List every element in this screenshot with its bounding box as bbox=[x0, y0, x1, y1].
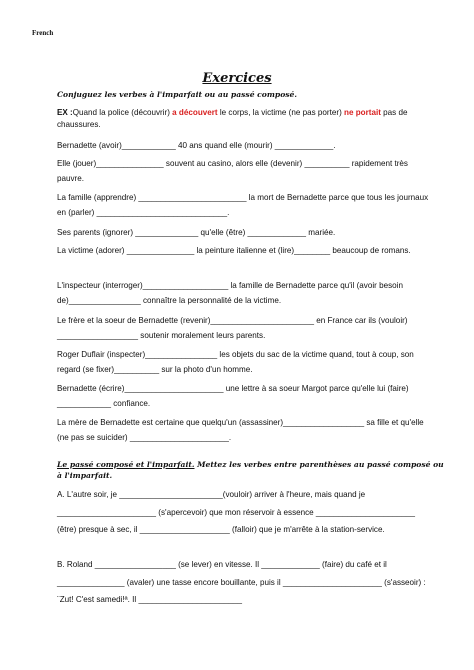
exercise-1-item: Le frère et la soeur de Bernadette (revenir)_______________________ en France car ils (vouloir) __________________ soutenir moralement leurs parents. bbox=[57, 316, 408, 340]
exercise-1-item: La victime (adorer) _______________ la peinture italienne et (lire)________ beaucoup de romans. bbox=[57, 246, 411, 255]
example-answer-2: ne portait bbox=[344, 108, 381, 117]
instruction-1: Conjuguez les verbes à l'imparfait ou au passé composé. bbox=[57, 90, 298, 99]
exercise-1-item: L'inspecteur (interroger)___________________ la famille de Bernadette parce qu'il (avoir besoin de)________________ connaître la personnalité de la victime. bbox=[57, 281, 403, 305]
exercise-2-item: A. L'autre soir, je _______________________(vouloir) arriver à l'heure, mais quand je ______________________ (s'apercevoir) que mon réservoir à essence ______________________ (être) presque à sec, il ____________________ (falloir) que je m'arrête à la station-service. bbox=[57, 490, 415, 534]
exercise-1-item: Bernadette (écrire)______________________ une lettre à sa soeur Margot parce qu'elle lui (faire) ____________ confiance. bbox=[57, 384, 409, 408]
example-sentence bbox=[57, 107, 429, 131]
page-header: French bbox=[32, 29, 54, 37]
instruction-2-text: Mettez les verbes entre parenthèses au passé composé ou à l'imparfait. bbox=[57, 460, 444, 480]
instruction-2-heading: Le passé composé et l'imparfait. bbox=[57, 460, 195, 469]
exercise-2-item: B. Roland __________________ (se lever) en vitesse. Il _____________ (faire) du café et il _______________ (avaler) une tasse encore bouillante, puis il ______________________ (s'asseoir) : ¨Zut! C'est samedi!ª. Il _______________________ bbox=[57, 560, 426, 604]
page-title: Exercices bbox=[202, 71, 272, 86]
exercise-1-item: Elle (jouer)_______________ souvent au casino, alors elle (devenir) __________ rapidement très pauvre. bbox=[57, 159, 408, 183]
example-answer-1: a découvert bbox=[172, 108, 218, 117]
example-text-3: pas de chaussures. bbox=[57, 108, 408, 129]
example-prefix: EX : bbox=[57, 108, 73, 117]
exercise-1-item: Ses parents (ignorer) ______________ qu'elle (être) _____________ mariée. bbox=[57, 228, 336, 237]
exercise-1-item: La famille (apprendre) ________________________ la mort de Bernadette parce que tous les journaux en (parler) _____________________________. bbox=[57, 193, 429, 217]
example-text-2: le corps, la victime (ne pas porter) bbox=[217, 108, 345, 117]
exercise-1-item: La mère de Bernadette est certaine que quelqu'un (assassiner)__________________ sa fille et qu'elle (ne pas se suicider) ______________________. bbox=[57, 418, 424, 442]
example-text-1: Quand la police (découvrir) bbox=[72, 108, 173, 117]
instruction-2 bbox=[57, 459, 447, 481]
exercise-1-item: Bernadette (avoir)____________ 40 ans quand elle (mourir) _____________. bbox=[57, 141, 336, 150]
exercise-1-item: Roger Duflair (inspecter)________________ les objets du sac de la victime quand, tout à coup, son regard (se fixer)__________ sur la photo d'un homme. bbox=[57, 350, 414, 374]
